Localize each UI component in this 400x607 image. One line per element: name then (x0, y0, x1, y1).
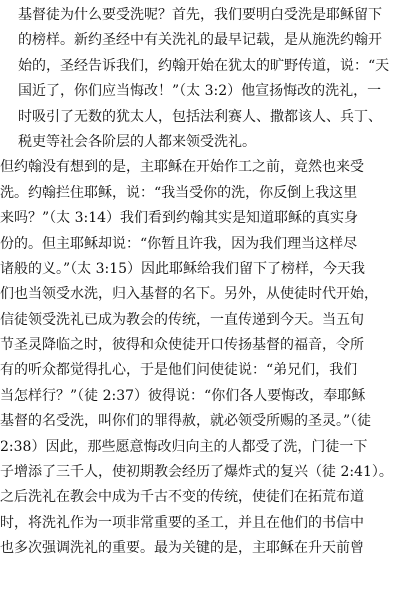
text-line: 基督徒为什么要受洗呢？首先，我们要明白受洗是耶稣留下 (18, 7, 382, 23)
text-line: 税吏等社会各阶层的人都来领受洗礼。 (18, 133, 256, 150)
text-line: 洗。约翰拦住耶稣，说：“我当受你的洗，你反倒上我这里 (0, 184, 358, 201)
text-line: 当怎样行？”（徒 2:37）彼得说：“你们各人要悔改，奉耶稣 (0, 387, 366, 404)
paragraph-2 (0, 155, 400, 561)
text-line: 2:38）因此，那些愿意悔改归向主的人都受了洗，门徒一下 (0, 438, 368, 455)
text-line: 时，将洗礼作为一项非常重要的圣工，并且在他们的书信中 (0, 514, 364, 531)
text-line: 基督的名受洗，叫你们的罪得赦，就必领受所赐的圣灵。”（徒 (0, 413, 372, 430)
text-line: 诸般的义。”（太 3:15）因此耶稣给我们留下了榜样，今天我 (0, 260, 366, 277)
text-line: 节圣灵降临之时，彼得和众使徒开口传扬基督的福音，令所 (0, 337, 364, 354)
text-line: 国近了，你们应当悔改！”（太 3:2）他宣扬悔改的洗礼，一 (18, 83, 382, 100)
text-line: 有的听众都觉得扎心，于是他们问使徒说：“弟兄们，我们 (0, 362, 358, 379)
text-line: 信徒领受洗礼已成为教会的传统，一直传递到今天。当五旬 (0, 311, 364, 328)
text-line: 但约翰没有想到的是，主耶稣在开始作工之前，竟然也来受 (0, 159, 364, 176)
text-line: 的榜样。新约圣经中有关洗礼的最早记载，是从施洗约翰开 (18, 32, 382, 49)
text-line: 之后洗礼在教会中成为千古不变的传统，使徒们在拓荒布道 (0, 489, 364, 506)
text-line: 时吸引了无数的犹太人，包括法利赛人、撒都该人、兵丁、 (18, 108, 382, 125)
paragraph-1 (0, 3, 400, 155)
text-line: 来吗？”（太 3:14）我们看到约翰其实是知道耶稣的真实身 (0, 210, 359, 227)
text-line: 们也当领受水洗，归入基督的名下。另外，从使徒时代开始， (0, 286, 378, 303)
text-line: 子增添了三千人，使初期教会经历了爆炸式的复兴（徒 2:41）。 (0, 464, 393, 481)
text-line: 份的。但主耶稣却说：“你暂且许我，因为我们理当这样尽 (0, 235, 358, 252)
text-line: 也多次强调洗礼的重要。最为关键的是，主耶稣在升天前曾 (0, 540, 364, 557)
text-line: 始的，圣经告诉我们，约翰开始在犹太的旷野传道，说：“天 (18, 57, 390, 74)
